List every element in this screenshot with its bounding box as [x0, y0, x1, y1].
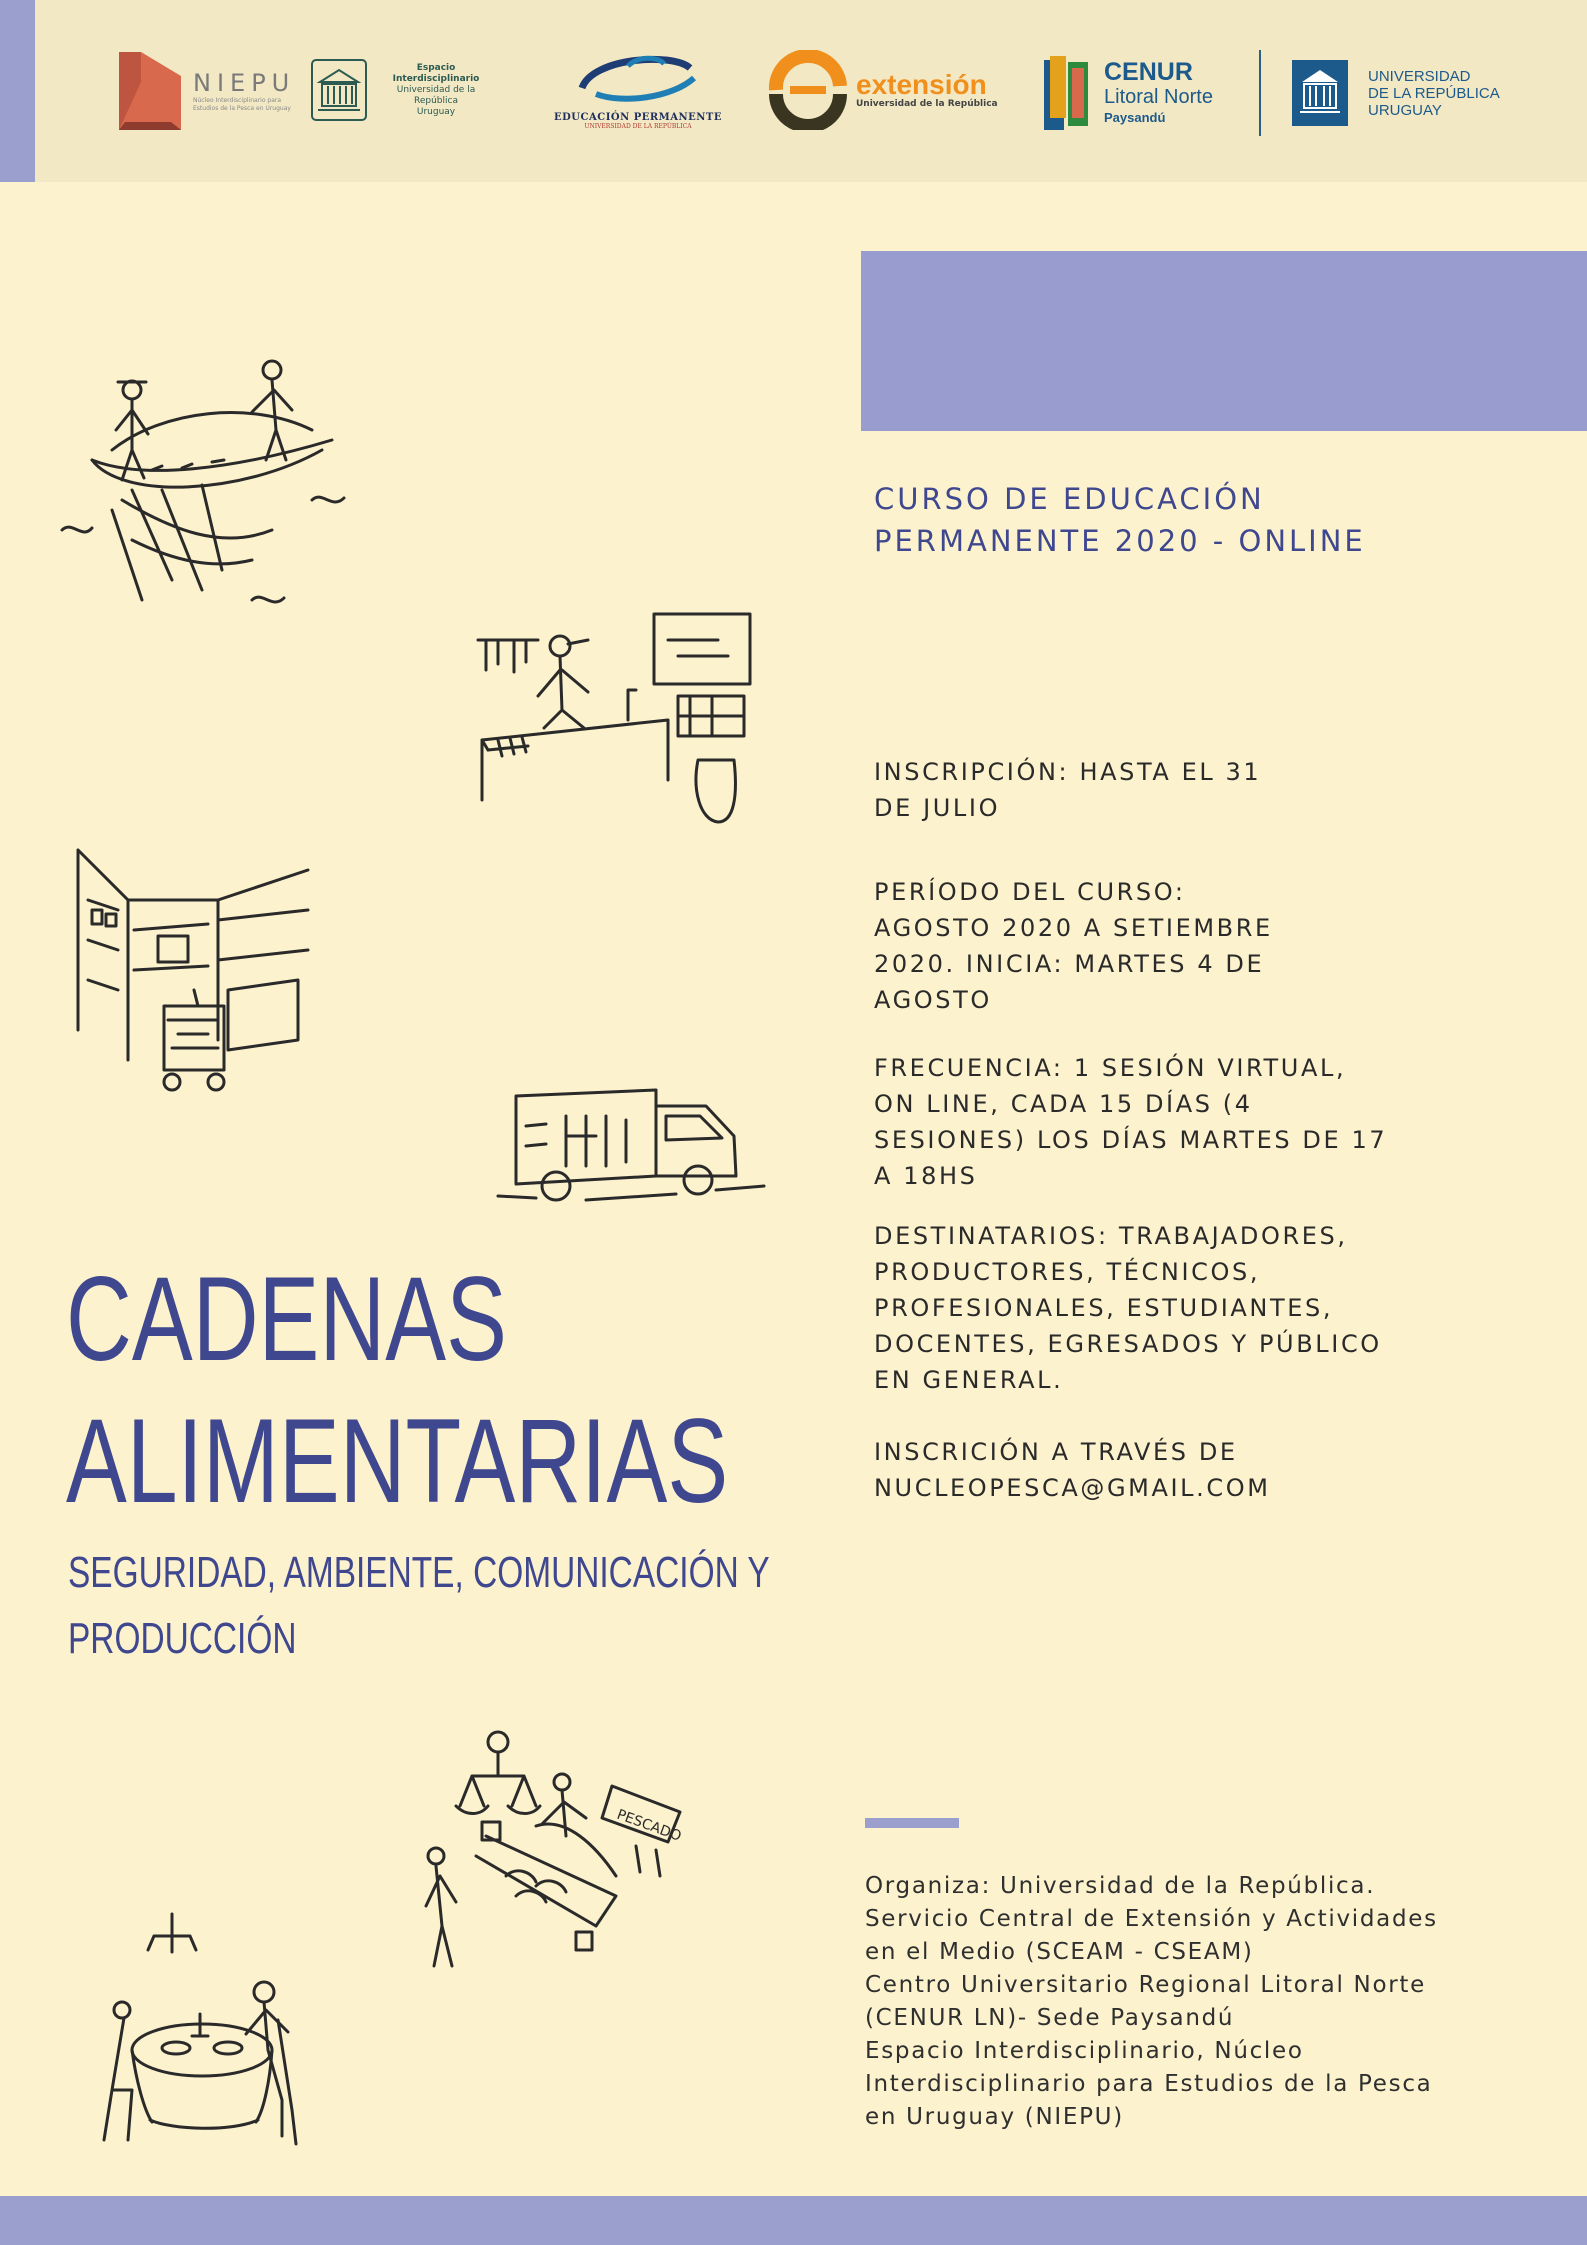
info-line: EN GENERAL. [874, 1366, 1064, 1394]
organiza-line: (CENUR LN)- Sede Paysandú [865, 2005, 1235, 2031]
footer-band [0, 2196, 1587, 2245]
ei-line2: Universidad de la República [396, 84, 476, 106]
organiza-line: Servicio Central de Extensión y Actividades [865, 1906, 1438, 1932]
info-line: PRODUCTORES, TÉCNICOS, [874, 1258, 1261, 1286]
organiza-line: Espacio Interdisciplinario, Núcleo [865, 2038, 1304, 2064]
info-line: SESIONES) LOS DÍAS MARTES DE 17 [874, 1126, 1388, 1154]
info-line: DE JULIO [874, 794, 1001, 822]
course-title-line1: CURSO DE EDUCACIÓN [874, 482, 1265, 516]
extension-subtitle: Universidad de la República [856, 99, 998, 109]
delivery-truck-sketch-icon [496, 1076, 766, 1226]
udelar-line1: UNIVERSIDAD [1368, 67, 1471, 85]
main-subtitle-line2: PRODUCCIÓN [68, 1614, 297, 1663]
cenur-logo [1042, 54, 1213, 132]
fish-market-worker-sketch-icon [468, 600, 768, 830]
pescado-sign-text: PESCADO [614, 1806, 684, 1845]
organiza-line: en Uruguay (NIEPU) [865, 2104, 1124, 2130]
info-destinatarios [874, 1218, 1474, 1398]
ep-subtitle: UNIVERSIDAD DE LA REPÚBLICA [584, 123, 692, 130]
ei-title: Espacio Interdisciplinario [392, 62, 480, 84]
ei-line3: Uruguay [416, 106, 456, 117]
info-line: A 18HS [874, 1162, 978, 1190]
main-subtitle-line1: SEGURIDAD, AMBIENTE, COMUNICACIÓN Y [68, 1548, 770, 1597]
info-line: PERÍODO DEL CURSO: [874, 878, 1186, 906]
udelar-line2: DE LA REPÚBLICA [1368, 84, 1500, 102]
cenur-line1: CENUR [1104, 58, 1193, 86]
extension-title: extensión [856, 69, 987, 100]
espacio-interdisciplinario-logo [310, 58, 496, 122]
extension-e-icon [768, 50, 848, 130]
info-line: FRECUENCIA: 1 SESIÓN VIRTUAL, [874, 1054, 1347, 1082]
dining-table-sketch-icon [92, 1910, 312, 2150]
cenur-mark-icon [1042, 54, 1092, 132]
course-title-line2: PERMANENTE 2020 - ONLINE [874, 524, 1366, 558]
info-frecuencia [874, 1050, 1474, 1194]
market-stalls-sketch-icon [68, 840, 318, 1120]
udelar-building-icon [1292, 60, 1348, 126]
contact-email[interactable]: NUCLEOPESCA@GMAIL.COM [874, 1474, 1271, 1502]
info-line: DOCENTES, EGRESADOS Y PÚBLICO [874, 1330, 1382, 1358]
organiza-block [865, 1870, 1505, 2134]
main-title-line2: ALIMENTARIAS [66, 1394, 729, 1528]
info-line: AGOSTO [874, 986, 992, 1014]
fish-seller-scale-sketch-icon [416, 1726, 686, 1986]
udelar-line3: URUGUAY [1368, 101, 1442, 119]
info-line: ON LINE, CADA 15 DÍAS (4 [874, 1090, 1253, 1118]
niepu-logo [115, 48, 295, 134]
niepu-subtitle: Núcleo Interdisciplinario para Estudios de la Pesca en Uruguay [193, 97, 291, 112]
decorative-purple-block [861, 251, 1587, 431]
organiza-line: Interdisciplinario para Estudios de la Pesca [865, 2071, 1433, 2097]
udelar-logo [1292, 60, 1500, 126]
cenur-line2: Litoral Norte [1104, 86, 1213, 108]
organiza-accent-bar [865, 1818, 959, 1828]
main-title [66, 1248, 728, 1532]
course-title [874, 478, 1474, 562]
info-periodo [874, 874, 1474, 1018]
ep-title: EDUCACIÓN PERMANENTE [554, 112, 722, 123]
educacion-permanente-logo [548, 112, 728, 130]
info-line: 2020. INICIA: MARTES 4 DE [874, 950, 1265, 978]
info-line: AGOSTO 2020 A SETIEMBRE [874, 914, 1273, 942]
info-inscripcion-email [874, 1434, 1474, 1506]
info-line: PROFESIONALES, ESTUDIANTES, [874, 1294, 1334, 1322]
niepu-mark-icon [115, 48, 187, 134]
header-accent-bar [0, 0, 35, 182]
info-inscripcion [874, 754, 1474, 826]
organiza-line: Organiza: Universidad de la República. [865, 1873, 1376, 1899]
info-line: INSCRICIÓN A TRAVÉS DE [874, 1438, 1238, 1466]
info-line: DESTINATARIOS: TRABAJADORES, [874, 1222, 1348, 1250]
fishermen-boat-sketch-icon [52, 350, 372, 630]
educacion-permanente-swoosh-icon [572, 48, 702, 108]
cenur-line3: Paysandú [1104, 110, 1166, 125]
info-line: INSCRIPCIÓN: HASTA EL 31 [874, 758, 1262, 786]
main-subtitle [68, 1540, 770, 1672]
extension-logo [768, 50, 998, 130]
building-icon [310, 58, 368, 122]
niepu-name: NIEPU [193, 69, 296, 97]
organiza-line: Centro Universitario Regional Litoral Norte [865, 1972, 1426, 1998]
organiza-line: en el Medio (SCEAM - CSEAM) [865, 1939, 1254, 1965]
main-title-line1: CADENAS [66, 1252, 507, 1386]
logo-divider [1259, 50, 1261, 136]
